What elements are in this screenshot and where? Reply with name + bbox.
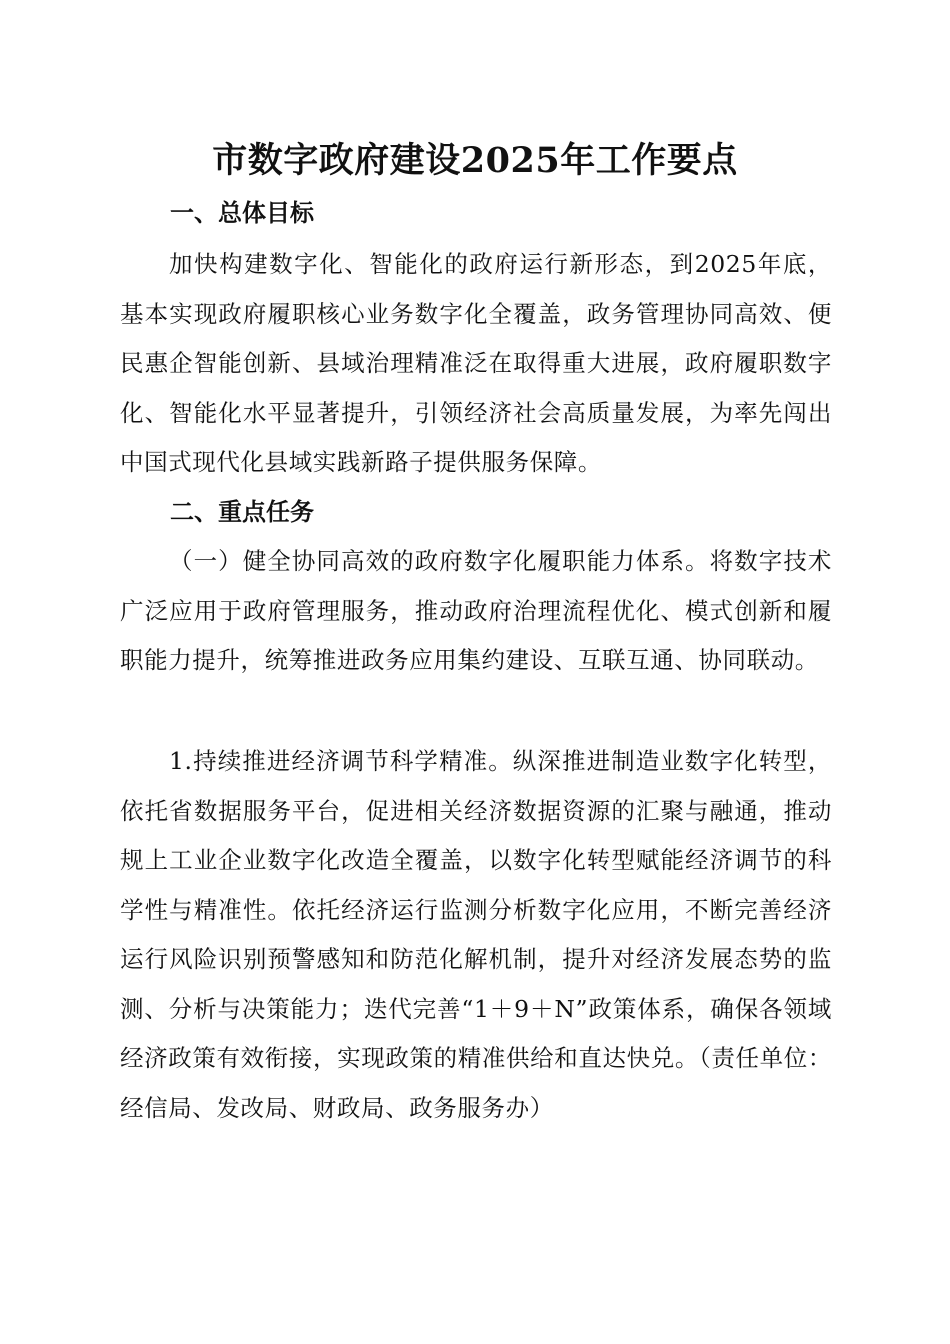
paragraph-overall-goal: 加快构建数字化、智能化的政府运行新形态，到2025年底，基本实现政府履职核心业务数字化全覆盖，政务管理协同高效、便民惠企智能创新、县域治理精准泛在取得重大进展，政府履职数字化、智能化水平显著提升，引领经济社会高质量发展，为率先闯出中国式现代化县域实践新路子提供服务保障。 (120, 250, 832, 476)
section-heading-key-tasks: 二、重点任务 (170, 498, 314, 526)
section-heading-overall-goal: 一、总体目标 (170, 199, 314, 227)
paragraph-task-1: （一）健全协同高效的政府数字化履职能力体系。将数字技术广泛应用于政府管理服务，推动政府治理流程优化、模式创新和履职能力提升，统筹推进政务应用集约建设、互联互通、协同联动。 (120, 547, 832, 674)
paragraph-task-1-1: 1.持续推进经济调节科学精准。纵深推进制造业数字化转型，依托省数据服务平台，促进相关经济数据资源的汇聚与融通，推动规上工业企业数字化改造全覆盖，以数字化转型赋能经济调节的科学性与精准性。依托经济运行监测分析数字化应用，不断完善经济运行风险识别预警感知和防范化解机制，提升对经济发展态势的监测、分析与决策能力；迭代完善“1＋9＋N”政策体系，确保各领域经济政策有效衔接，实现政策的精准供给和直达快兑。（责任单位：经信局、发改局、财政局、政务服务办） (120, 747, 832, 1122)
document-title: 市数字政府建设2025年工作要点 (212, 140, 738, 181)
